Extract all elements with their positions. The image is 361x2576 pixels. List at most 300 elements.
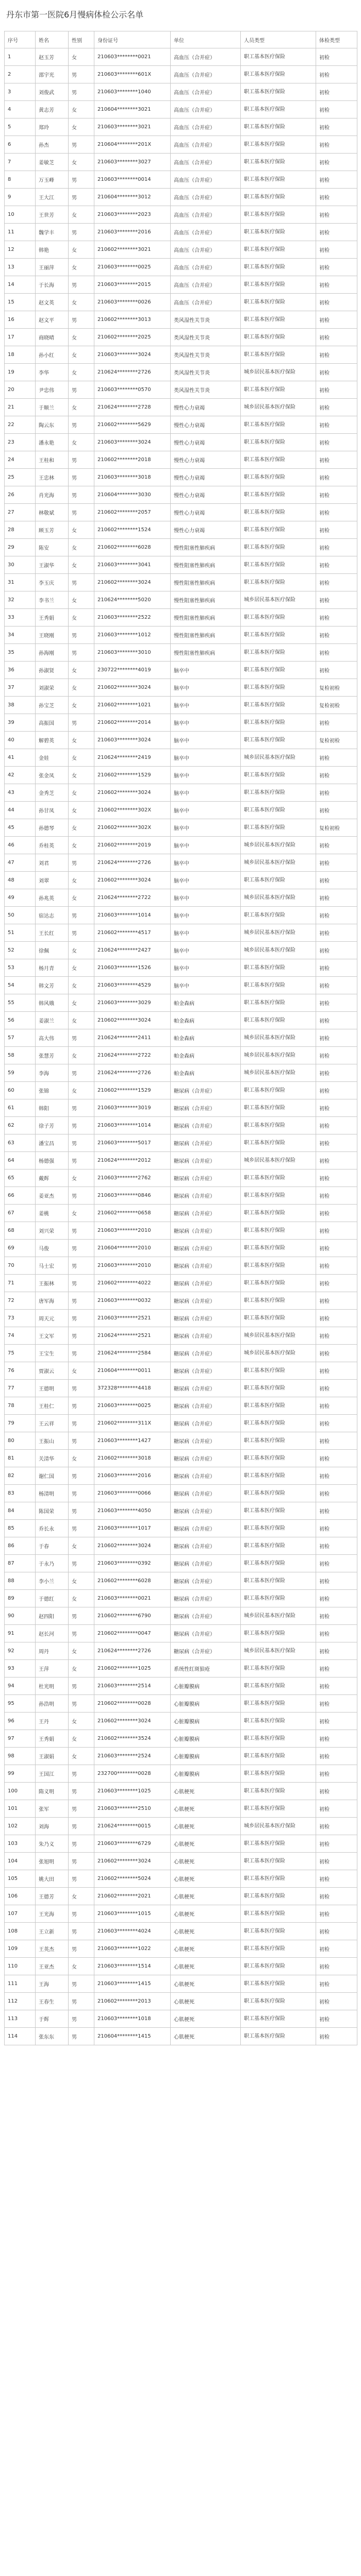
- cell-sex: 男: [69, 574, 94, 591]
- cell-name: 王淑华: [36, 556, 69, 574]
- cell-name: 解碧英: [36, 732, 69, 749]
- cell-unit: 糖尿病（合并症）: [171, 1152, 241, 1170]
- cell-id: 210603********2514: [94, 1677, 171, 1695]
- cell-type: 职工基本医疗保险: [241, 1257, 316, 1275]
- cell-sex: 男: [69, 1835, 94, 1853]
- cell-name: 李华: [36, 364, 69, 381]
- cell-type: 职工基本医疗保险: [241, 959, 316, 977]
- cell-sex: 女: [69, 1958, 94, 1975]
- cell-type: 职工基本医疗保险: [241, 679, 316, 697]
- cell-exam: 初检: [316, 1818, 357, 1835]
- cell-id: 210624********2419: [94, 749, 171, 767]
- cell-no: 81: [5, 1450, 36, 1467]
- cell-type: 职工基本医疗保险: [241, 1800, 316, 1818]
- cell-id: 210603********0032: [94, 1292, 171, 1310]
- cell-unit: 脑卒中: [171, 837, 241, 854]
- cell-exam: 初检: [316, 1205, 357, 1222]
- cell-unit: 高血压（合并症）: [171, 224, 241, 241]
- cell-exam: 初检: [316, 994, 357, 1012]
- cell-name: 肖光海: [36, 486, 69, 504]
- cell-unit: 糖尿病（合并症）: [171, 1380, 241, 1397]
- cell-type: 职工基本医疗保险: [241, 784, 316, 802]
- cell-sex: 女: [69, 662, 94, 679]
- cell-sex: 男: [69, 1905, 94, 1923]
- header-row: [5, 31, 357, 48]
- cell-no: 47: [5, 854, 36, 872]
- cell-type: 职工基本医疗保险: [241, 1415, 316, 1432]
- table-row: [5, 1292, 357, 1310]
- cell-id: 210603********1014: [94, 1117, 171, 1134]
- table-row: [5, 1958, 357, 1975]
- cell-id: 210604********3030: [94, 486, 171, 504]
- cell-name: 王丽萍: [36, 259, 69, 276]
- cell-no: 78: [5, 1397, 36, 1415]
- cell-sex: 女: [69, 1572, 94, 1590]
- cell-name: 孙杰: [36, 136, 69, 154]
- cell-type: 职工基本医疗保险: [241, 2010, 316, 2028]
- cell-no: 109: [5, 1940, 36, 1958]
- cell-type: 职工基本医疗保险: [241, 1993, 316, 2010]
- cell-id: 210602********3024: [94, 1713, 171, 1730]
- cell-name: 乔桂英: [36, 837, 69, 854]
- cell-id: 230722********4019: [94, 662, 171, 679]
- cell-name: 王德明: [36, 1380, 69, 1397]
- cell-unit: 心肌梗死: [171, 1800, 241, 1818]
- cell-type: 职工基本医疗保险: [241, 1835, 316, 1853]
- cell-exam: 初检: [316, 1134, 357, 1152]
- cell-no: 73: [5, 1310, 36, 1327]
- cell-type: 职工基本医疗保险: [241, 154, 316, 171]
- table-row: [5, 504, 357, 521]
- cell-unit: 脑卒中: [171, 732, 241, 749]
- cell-name: 于春: [36, 1537, 69, 1555]
- cell-no: 32: [5, 591, 36, 609]
- cell-unit: 脑卒中: [171, 819, 241, 837]
- table-row: [5, 1730, 357, 1748]
- cell-sex: 女: [69, 609, 94, 626]
- cell-no: 18: [5, 346, 36, 364]
- cell-exam: 初检: [316, 136, 357, 154]
- cell-id: 210603********0392: [94, 1555, 171, 1572]
- cell-type: 职工基本医疗保险: [241, 1134, 316, 1152]
- cell-id: 210624********2726: [94, 1642, 171, 1660]
- cell-id: 210603********0025: [94, 1397, 171, 1415]
- cell-exam: 初检: [316, 907, 357, 924]
- cell-sex: 男: [69, 416, 94, 434]
- cell-sex: 男: [69, 1625, 94, 1642]
- cell-exam: 初检: [316, 924, 357, 942]
- cell-sex: 男: [69, 1783, 94, 1800]
- cell-name: 赵文英: [36, 294, 69, 311]
- table-row: [5, 662, 357, 679]
- cell-exam: 初检: [316, 311, 357, 329]
- cell-exam: 初检: [316, 959, 357, 977]
- cell-exam: 初检: [316, 714, 357, 732]
- cell-no: 54: [5, 977, 36, 994]
- table-row: [5, 1012, 357, 1029]
- table-row: [5, 136, 357, 154]
- cell-id: 210602********5629: [94, 416, 171, 434]
- cell-unit: 脑卒中: [171, 697, 241, 714]
- cell-sex: 男: [69, 1520, 94, 1537]
- cell-unit: 糖尿病（合并症）: [171, 1520, 241, 1537]
- cell-exam: 初检: [316, 662, 357, 679]
- cell-sex: 男: [69, 311, 94, 329]
- cell-sex: 女: [69, 819, 94, 837]
- cell-no: 44: [5, 802, 36, 819]
- cell-id: 210602********302X: [94, 819, 171, 837]
- cell-exam: 初检: [316, 451, 357, 469]
- cell-sex: 女: [69, 521, 94, 539]
- cell-no: 43: [5, 784, 36, 802]
- cell-exam: 初检: [316, 1310, 357, 1327]
- cell-exam: 初检: [316, 346, 357, 364]
- cell-type: 职工基本医疗保险: [241, 977, 316, 994]
- cell-name: 高大伟: [36, 1029, 69, 1047]
- cell-unit: 脑卒中: [171, 959, 241, 977]
- cell-unit: 心肌梗死: [171, 1835, 241, 1853]
- cell-exam: 初检: [316, 1047, 357, 1064]
- cell-exam: 初检: [316, 1607, 357, 1625]
- cell-name: 王文军: [36, 1327, 69, 1345]
- cell-id: 210603********3018: [94, 469, 171, 486]
- cell-type: 职工基本医疗保险: [241, 819, 316, 837]
- cell-name: 于德红: [36, 1590, 69, 1607]
- cell-name: 王春生: [36, 1993, 69, 2010]
- cell-unit: 慢性阻塞性肺疾病: [171, 574, 241, 591]
- cell-id: 210604********2010: [94, 1240, 171, 1257]
- cell-no: 56: [5, 1012, 36, 1029]
- cell-name: 唐军海: [36, 1292, 69, 1310]
- table-row: [5, 1029, 357, 1047]
- cell-type: 职工基本医疗保险: [241, 118, 316, 136]
- cell-no: 105: [5, 1870, 36, 1888]
- cell-unit: 慢性心力衰竭: [171, 486, 241, 504]
- cell-name: 金秀芝: [36, 784, 69, 802]
- cell-exam: 初检: [316, 539, 357, 556]
- cell-type: 职工基本医疗保险: [241, 381, 316, 399]
- cell-exam: 初检: [316, 1642, 357, 1660]
- cell-type: 职工基本医疗保险: [241, 2028, 316, 2045]
- cell-name: 王德芳: [36, 1888, 69, 1905]
- cell-id: 210603********1514: [94, 1958, 171, 1975]
- cell-no: 104: [5, 1853, 36, 1870]
- table-row: [5, 556, 357, 574]
- cell-id: 210624********2722: [94, 1047, 171, 1064]
- table-row: [5, 154, 357, 171]
- cell-name: 姜亚杰: [36, 1187, 69, 1205]
- table-row: [5, 1607, 357, 1625]
- table-row: [5, 539, 357, 556]
- cell-no: 30: [5, 556, 36, 574]
- cell-name: 赵长河: [36, 1625, 69, 1642]
- cell-sex: 女: [69, 346, 94, 364]
- cell-id: 210604********201X: [94, 136, 171, 154]
- cell-type: 职工基本医疗保险: [241, 434, 316, 451]
- cell-type: 职工基本医疗保险: [241, 346, 316, 364]
- cell-id: 210602********302X: [94, 802, 171, 819]
- cell-no: 106: [5, 1888, 36, 1905]
- table-row: [5, 1748, 357, 1765]
- cell-sex: 男: [69, 1257, 94, 1275]
- cell-id: 210602********2014: [94, 714, 171, 732]
- cell-id: 210604********0011: [94, 1362, 171, 1380]
- cell-id: 210603********4529: [94, 977, 171, 994]
- cell-type: 职工基本医疗保险: [241, 171, 316, 189]
- cell-sex: 女: [69, 241, 94, 259]
- cell-name: 姜敏芝: [36, 154, 69, 171]
- cell-type: 职工基本医疗保险: [241, 1275, 316, 1292]
- cell-sex: 男: [69, 1607, 94, 1625]
- cell-name: 孙宝芝: [36, 697, 69, 714]
- cell-type: 职工基本医疗保险: [241, 101, 316, 118]
- cell-unit: 糖尿病（合并症）: [171, 1257, 241, 1275]
- cell-name: 孙淑贤: [36, 662, 69, 679]
- cell-unit: 脑卒中: [171, 679, 241, 697]
- cell-unit: 心肌梗死: [171, 1923, 241, 1940]
- table-row: [5, 1450, 357, 1467]
- cell-type: 职工基本医疗保险: [241, 241, 316, 259]
- table-row: [5, 416, 357, 434]
- cell-no: 38: [5, 697, 36, 714]
- cell-name: 韩文芳: [36, 977, 69, 994]
- cell-sex: 男: [69, 1485, 94, 1502]
- cell-no: 99: [5, 1765, 36, 1783]
- cell-unit: 糖尿病（合并症）: [171, 1415, 241, 1432]
- cell-type: 职工基本医疗保险: [241, 714, 316, 732]
- cell-type: 城乡居民基本医疗保险: [241, 399, 316, 416]
- cell-unit: 心肌梗死: [171, 1870, 241, 1888]
- cell-no: 5: [5, 118, 36, 136]
- cell-sex: 男: [69, 626, 94, 644]
- cell-exam: 初检: [316, 1520, 357, 1537]
- table-row: [5, 819, 357, 837]
- cell-name: 戴辉: [36, 1170, 69, 1187]
- cell-unit: 心脏瓣膜病: [171, 1695, 241, 1713]
- cell-id: 210602********3024: [94, 679, 171, 697]
- table-row: [5, 1240, 357, 1257]
- cell-unit: 心肌梗死: [171, 1818, 241, 1835]
- cell-exam: 初检: [316, 854, 357, 872]
- cell-sex: 女: [69, 1888, 94, 1905]
- cell-name: 陶云东: [36, 416, 69, 434]
- cell-type: 职工基本医疗保险: [241, 1432, 316, 1450]
- cell-no: 91: [5, 1625, 36, 1642]
- cell-name: 王立新: [36, 1923, 69, 1940]
- cell-no: 63: [5, 1134, 36, 1152]
- cell-unit: 糖尿病（合并症）: [171, 1187, 241, 1205]
- cell-name: 潘永艳: [36, 434, 69, 451]
- cell-id: 210603********3029: [94, 994, 171, 1012]
- cell-name: 张军: [36, 1800, 69, 1818]
- cell-name: 于长海: [36, 276, 69, 294]
- cell-type: 城乡居民基本医疗保险: [241, 591, 316, 609]
- cell-type: 职工基本医疗保险: [241, 1572, 316, 1590]
- cell-no: 79: [5, 1415, 36, 1432]
- cell-type: 职工基本医疗保险: [241, 1205, 316, 1222]
- cell-type: 职工基本医疗保险: [241, 504, 316, 521]
- cell-name: 赵文平: [36, 311, 69, 329]
- cell-id: 210624********2012: [94, 1152, 171, 1170]
- table-row: [5, 1590, 357, 1607]
- cell-id: 210602********2019: [94, 837, 171, 854]
- table-row: [5, 679, 357, 697]
- cell-id: 210603********1012: [94, 626, 171, 644]
- cell-exam: 初检: [316, 2028, 357, 2045]
- cell-name: 万玉峰: [36, 171, 69, 189]
- cell-type: 职工基本医疗保险: [241, 556, 316, 574]
- cell-unit: 脑卒中: [171, 889, 241, 907]
- cell-sex: 男: [69, 1275, 94, 1292]
- cell-type: 城乡居民基本医疗保险: [241, 854, 316, 872]
- cell-sex: 男: [69, 136, 94, 154]
- cell-exam: 初检: [316, 1555, 357, 1572]
- cell-exam: 初检: [316, 1240, 357, 1257]
- table-row: [5, 469, 357, 486]
- cell-exam: 初检: [316, 66, 357, 83]
- cell-no: 82: [5, 1467, 36, 1485]
- table-row: [5, 1695, 357, 1713]
- cell-no: 13: [5, 259, 36, 276]
- cell-id: 210602********1529: [94, 1082, 171, 1099]
- cell-id: 210603********0846: [94, 1187, 171, 1205]
- cell-unit: 脑卒中: [171, 872, 241, 889]
- cell-sex: 男: [69, 1467, 94, 1485]
- cell-type: 城乡居民基本医疗保险: [241, 924, 316, 942]
- cell-name: 林敬斌: [36, 504, 69, 521]
- cell-sex: 女: [69, 732, 94, 749]
- cell-unit: 帕金森病: [171, 1029, 241, 1047]
- cell-exam: 初检: [316, 802, 357, 819]
- cell-name: 谢仁国: [36, 1467, 69, 1485]
- cell-sex: 男: [69, 907, 94, 924]
- cell-id: 210603********2015: [94, 276, 171, 294]
- cell-unit: 糖尿病（合并症）: [171, 1292, 241, 1310]
- cell-exam: 初检: [316, 1537, 357, 1555]
- cell-name: 邵宇光: [36, 66, 69, 83]
- cell-type: 职工基本医疗保险: [241, 802, 316, 819]
- cell-id: 210624********2521: [94, 1327, 171, 1345]
- cell-exam: 初检: [316, 1590, 357, 1607]
- cell-exam: 初检: [316, 1835, 357, 1853]
- cell-exam: 初检: [316, 1905, 357, 1923]
- cell-unit: 慢性心力衰竭: [171, 451, 241, 469]
- cell-sex: 男: [69, 1975, 94, 1993]
- table-row: [5, 224, 357, 241]
- cell-exam: 初检: [316, 521, 357, 539]
- cell-id: 210603********6729: [94, 1835, 171, 1853]
- table-row: [5, 924, 357, 942]
- cell-unit: 糖尿病（合并症）: [171, 1572, 241, 1590]
- cell-no: 52: [5, 942, 36, 959]
- cell-unit: 高血压（合并症）: [171, 294, 241, 311]
- cell-type: 职工基本医疗保险: [241, 1222, 316, 1240]
- cell-exam: 复检初检: [316, 697, 357, 714]
- cell-sex: 男: [69, 1240, 94, 1257]
- cell-id: 210602********2013: [94, 1993, 171, 2010]
- cell-no: 1: [5, 48, 36, 66]
- cell-exam: 初检: [316, 767, 357, 784]
- table-header: [5, 31, 357, 48]
- cell-name: 杜光明: [36, 1677, 69, 1695]
- cell-exam: 初检: [316, 1485, 357, 1502]
- cell-exam: 初检: [316, 644, 357, 662]
- cell-no: 21: [5, 399, 36, 416]
- table-row: [5, 591, 357, 609]
- cell-unit: 糖尿病（合并症）: [171, 1275, 241, 1292]
- cell-no: 11: [5, 224, 36, 241]
- cell-unit: 类风湿性关节炎: [171, 329, 241, 346]
- cell-unit: 糖尿病（合并症）: [171, 1205, 241, 1222]
- cell-sex: 男: [69, 1029, 94, 1047]
- cell-exam: 初检: [316, 1730, 357, 1748]
- cell-sex: 男: [69, 276, 94, 294]
- cell-no: 62: [5, 1117, 36, 1134]
- cell-sex: 男: [69, 1117, 94, 1134]
- cell-sex: 女: [69, 364, 94, 381]
- cell-sex: 男: [69, 1345, 94, 1362]
- header-id: 身份证号: [94, 31, 171, 48]
- cell-id: 210603********1427: [94, 1432, 171, 1450]
- cell-no: 92: [5, 1642, 36, 1660]
- header-unit: 单位: [171, 31, 241, 48]
- cell-id: 210603********2522: [94, 609, 171, 626]
- cell-name: 张慧芳: [36, 1047, 69, 1064]
- cell-id: 210602********1524: [94, 521, 171, 539]
- table-row: [5, 276, 357, 294]
- table-row: [5, 626, 357, 644]
- table-row: [5, 486, 357, 504]
- cell-name: 姚大田: [36, 1870, 69, 1888]
- cell-type: 职工基本医疗保险: [241, 1975, 316, 1993]
- cell-name: 张旭明: [36, 1853, 69, 1870]
- cell-name: 杨月青: [36, 959, 69, 977]
- cell-exam: 初检: [316, 1748, 357, 1765]
- table-row: [5, 1432, 357, 1450]
- cell-exam: 初检: [316, 48, 357, 66]
- table-row: [5, 889, 357, 907]
- cell-type: 职工基本医疗保险: [241, 1380, 316, 1397]
- cell-id: 210603********601X: [94, 66, 171, 83]
- cell-no: 83: [5, 1485, 36, 1502]
- table-row: [5, 1467, 357, 1485]
- cell-no: 29: [5, 539, 36, 556]
- cell-exam: 初检: [316, 241, 357, 259]
- cell-no: 3: [5, 83, 36, 101]
- cell-no: 110: [5, 1958, 36, 1975]
- cell-unit: 心脏瓣膜病: [171, 1677, 241, 1695]
- cell-sex: 女: [69, 784, 94, 802]
- table-row: [5, 1888, 357, 1905]
- cell-sex: 男: [69, 1327, 94, 1345]
- cell-id: 210624********2411: [94, 1029, 171, 1047]
- cell-no: 84: [5, 1502, 36, 1520]
- cell-type: 城乡居民基本医疗保险: [241, 1642, 316, 1660]
- cell-name: 李小兰: [36, 1572, 69, 1590]
- cell-no: 114: [5, 2028, 36, 2045]
- cell-sex: 男: [69, 1993, 94, 2010]
- cell-unit: 脑卒中: [171, 802, 241, 819]
- cell-exam: 初检: [316, 977, 357, 994]
- cell-exam: 初检: [316, 1432, 357, 1450]
- cell-sex: 女: [69, 889, 94, 907]
- cell-unit: 慢性心力衰竭: [171, 469, 241, 486]
- cell-unit: 高血压（合并症）: [171, 66, 241, 83]
- cell-unit: 帕金森病: [171, 994, 241, 1012]
- cell-sex: 男: [69, 1134, 94, 1152]
- cell-id: 210602********3524: [94, 1730, 171, 1748]
- table-row: [5, 837, 357, 854]
